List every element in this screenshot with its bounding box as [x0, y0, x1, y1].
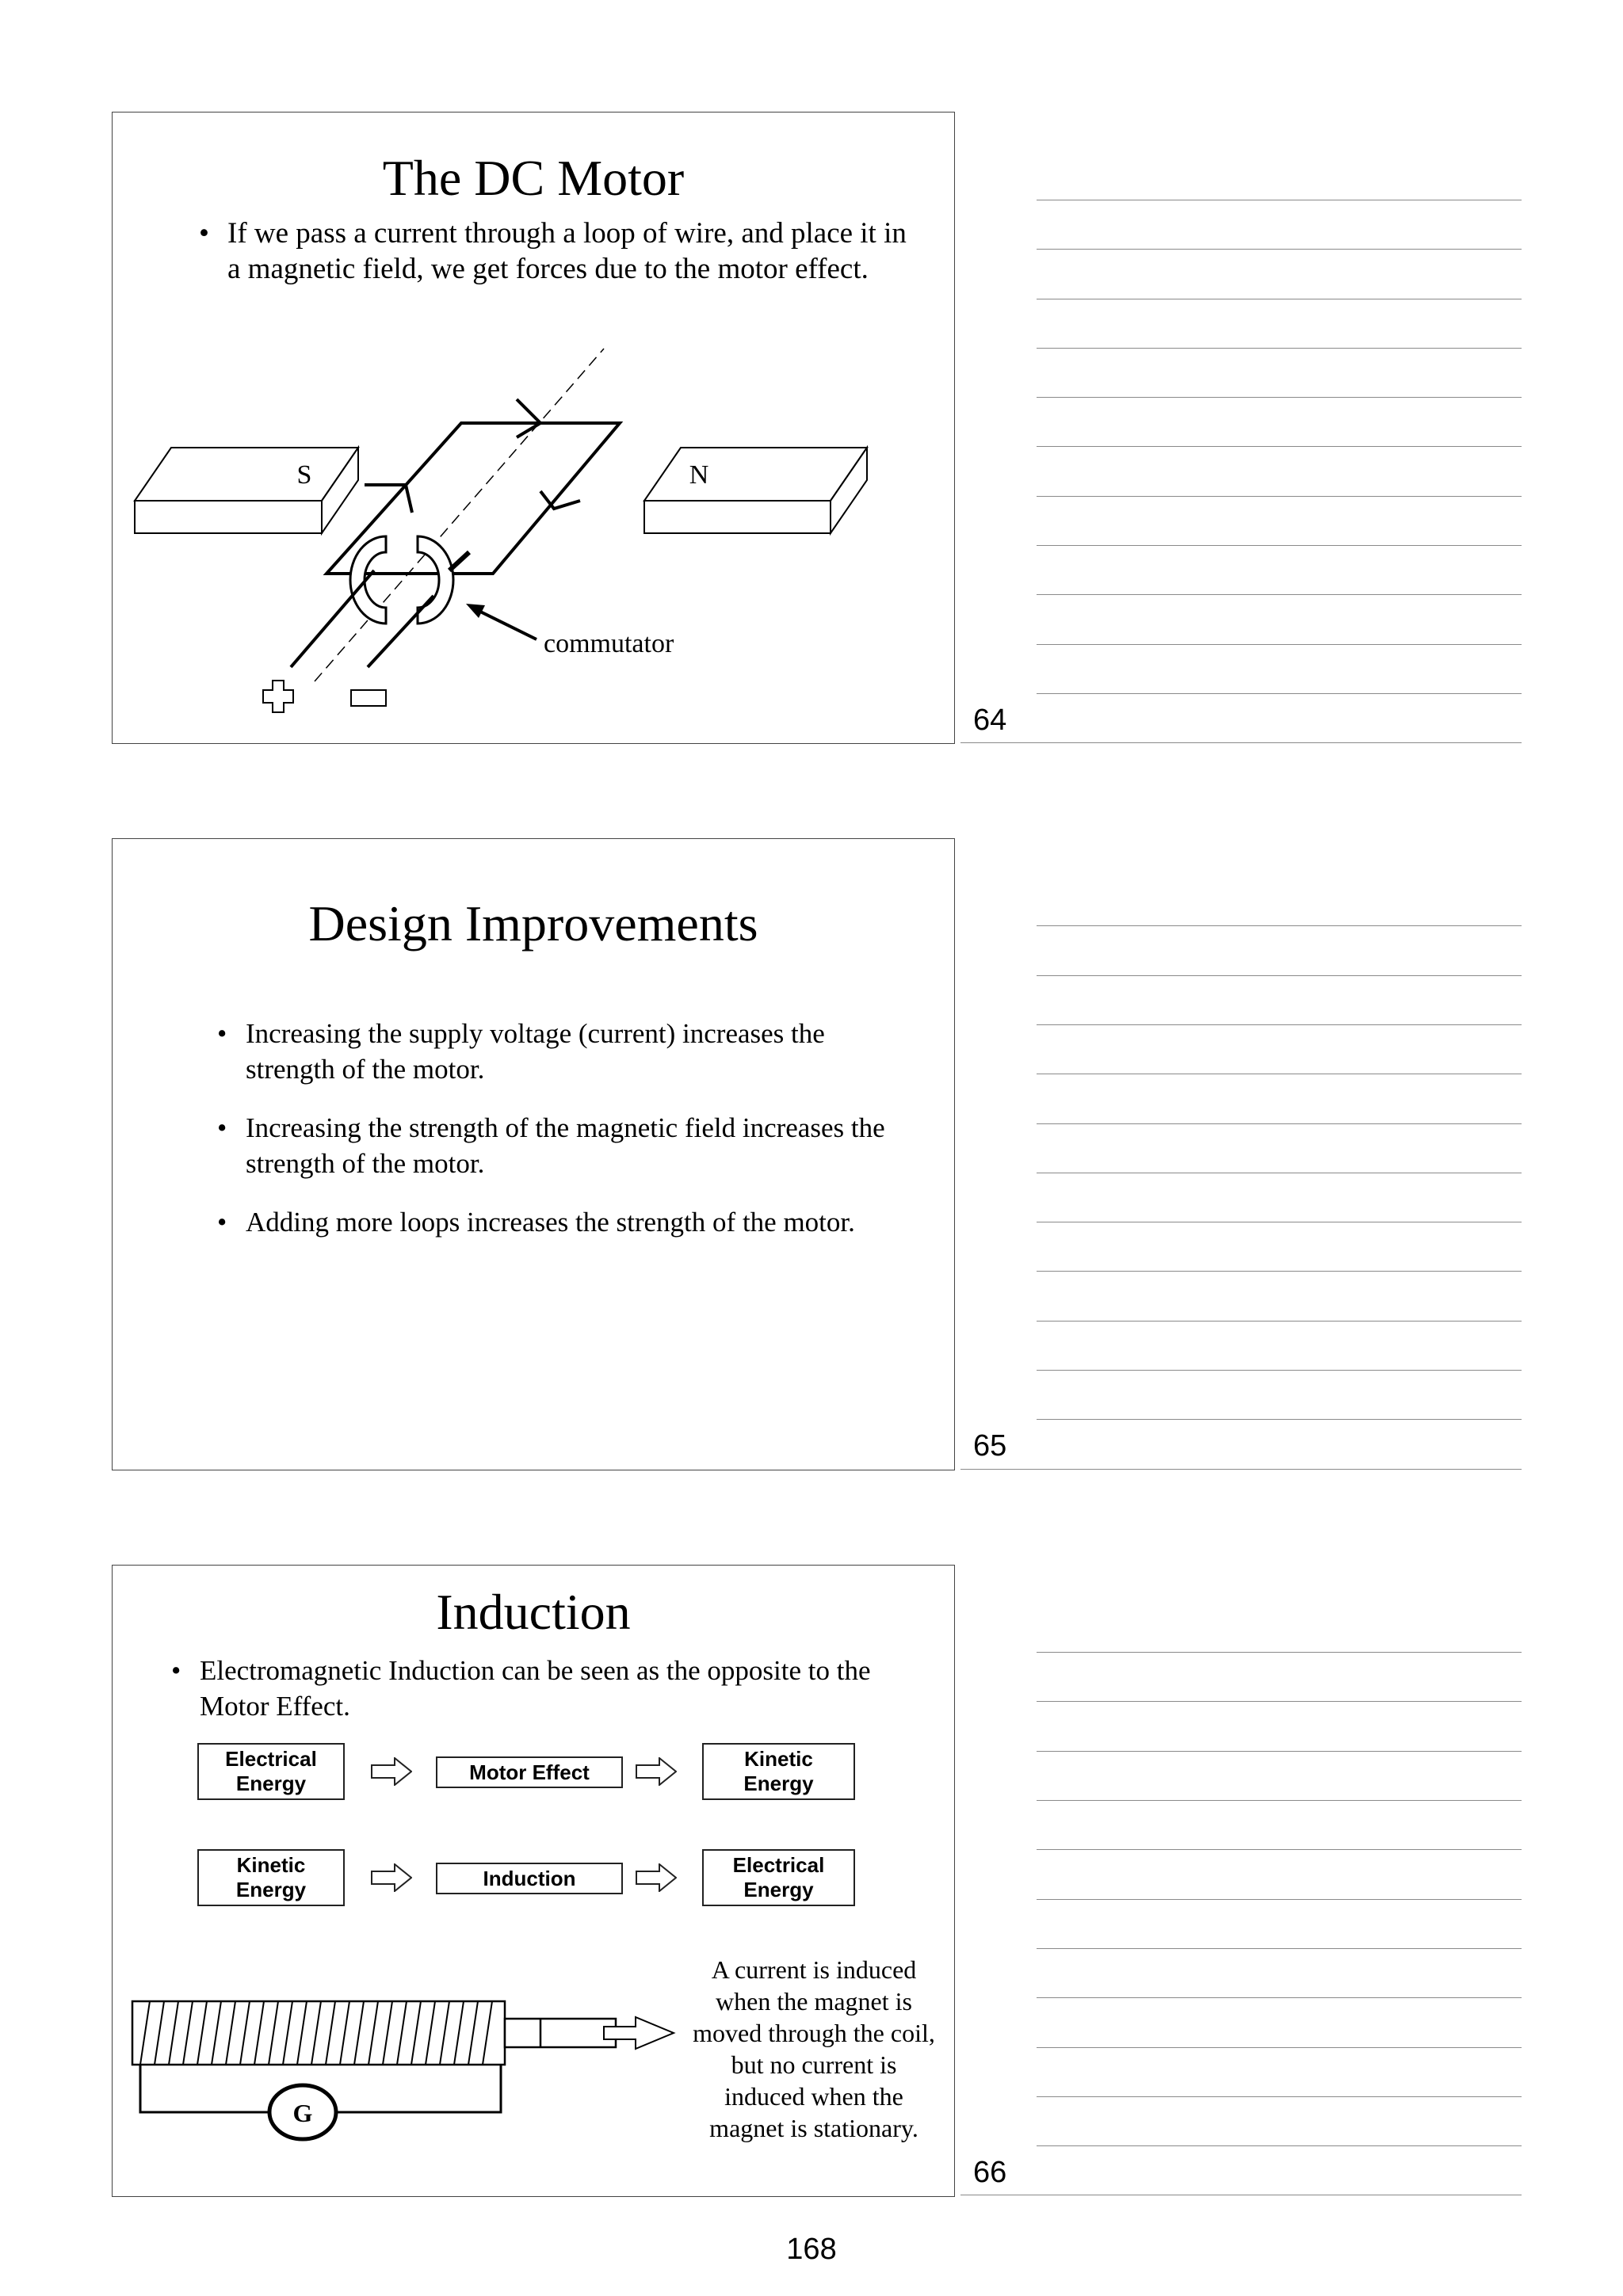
bullet-text: Increasing the strength of the magnetic field increases the strength of the motor.	[246, 1112, 885, 1179]
bullet-dot: •	[217, 1207, 227, 1238]
flow-box-induction: Induction	[436, 1863, 623, 1894]
flow-box-motor-effect: Motor Effect	[436, 1756, 623, 1788]
flow-box-kinetic-energy: Kinetic Energy	[197, 1849, 345, 1906]
notes-line	[1037, 545, 1522, 546]
slide-title: The DC Motor	[382, 150, 685, 206]
notes-line	[1037, 1899, 1522, 1900]
bar-magnet	[505, 2019, 616, 2047]
bullet-dot: •	[217, 1112, 227, 1143]
right-arrow-icon	[636, 1863, 677, 1892]
bullet-text: If we pass a current through a loop of wire, and place it in a magnetic field, we get forces due to the motor effect.	[227, 217, 907, 285]
magnet-label-n: N	[689, 460, 709, 490]
notes-line	[1037, 594, 1522, 595]
bullet-dot: •	[171, 1655, 181, 1686]
notes-line	[1037, 1997, 1522, 1998]
notes-line	[1037, 2145, 1522, 2146]
slide-induction	[112, 1565, 955, 2197]
magnet-label-s: S	[296, 460, 312, 490]
right-arrow-icon	[636, 1757, 677, 1786]
notes-line	[1037, 397, 1522, 398]
induction-diagram	[113, 1978, 683, 2168]
notes-line	[1037, 1419, 1522, 1420]
bullet-dot: •	[199, 217, 209, 250]
slide-number: 66	[973, 2156, 1007, 2189]
brush-left	[291, 570, 374, 667]
bullet-item	[171, 1653, 929, 1724]
minus-terminal-icon	[351, 690, 386, 706]
notes-line	[1037, 1948, 1522, 1949]
bullet-item	[217, 1016, 896, 1087]
flow-box-electrical-energy: Electrical Energy	[197, 1743, 345, 1800]
notes-line	[1037, 975, 1522, 976]
notes-line	[1037, 1271, 1522, 1272]
notes-line	[1037, 348, 1522, 349]
notes-line	[1037, 1849, 1522, 1850]
flow-box-electrical-energy: Electrical Energy	[702, 1849, 855, 1906]
dc-motor-diagram	[113, 113, 956, 745]
notes-line	[1037, 446, 1522, 447]
slide-design-improvements	[112, 838, 955, 1470]
slide-title: Induction	[436, 1584, 631, 1640]
right-arrow-icon	[371, 1757, 412, 1786]
bullet-text: Adding more loops increases the strength of the motor.	[246, 1207, 855, 1238]
slide-number: 65	[973, 1429, 1007, 1463]
notes-line	[1037, 1652, 1522, 1653]
galvanometer-label: G	[292, 2099, 313, 2127]
notes-line	[1037, 2096, 1522, 2097]
notes-line	[1037, 249, 1522, 250]
right-arrow-icon	[371, 1863, 412, 1892]
notes-line	[960, 1469, 1522, 1470]
slide-dc-motor	[112, 112, 955, 744]
notes-line	[1037, 1321, 1522, 1322]
notes-line	[1037, 496, 1522, 497]
notes-line	[1037, 1751, 1522, 1752]
page-number: 168	[786, 2233, 837, 2266]
plus-terminal-icon	[263, 681, 293, 712]
notes-line	[1037, 644, 1522, 645]
notes-line	[1037, 1123, 1522, 1124]
bullet-text: Increasing the supply voltage (current) increases the strength of the motor.	[246, 1018, 825, 1085]
notes-line	[1037, 693, 1522, 694]
current-arrow	[517, 399, 540, 437]
notes-line	[960, 742, 1522, 743]
bullet-item	[217, 1204, 896, 1240]
commutator-pointer-head	[466, 604, 485, 618]
current-arrow	[365, 485, 412, 513]
bullet-text: Electromagnetic Induction can be seen as the opposite to the Motor Effect.	[200, 1655, 871, 1722]
notes-line	[1037, 1024, 1522, 1025]
notes-line	[1037, 1800, 1522, 1801]
slide-number: 64	[973, 704, 1007, 737]
notes-line	[1037, 2047, 1522, 2048]
flow-box-kinetic-energy: Kinetic Energy	[702, 1743, 855, 1800]
notes-line	[1037, 925, 1522, 926]
bullet-dot: •	[217, 1018, 227, 1049]
commutator-label: commutator	[544, 629, 674, 658]
slide-title: Design Improvements	[308, 895, 758, 952]
wire-lead	[449, 552, 469, 570]
notes-line	[1037, 1701, 1522, 1702]
induction-caption: A current is induced when the magnet is moved through the coil, but no current is induced when the magnet is stationary.	[693, 1955, 935, 2142]
bullet-item	[217, 1110, 896, 1181]
south-magnet	[135, 448, 358, 533]
north-magnet	[644, 448, 867, 533]
notes-line	[1037, 1370, 1522, 1371]
